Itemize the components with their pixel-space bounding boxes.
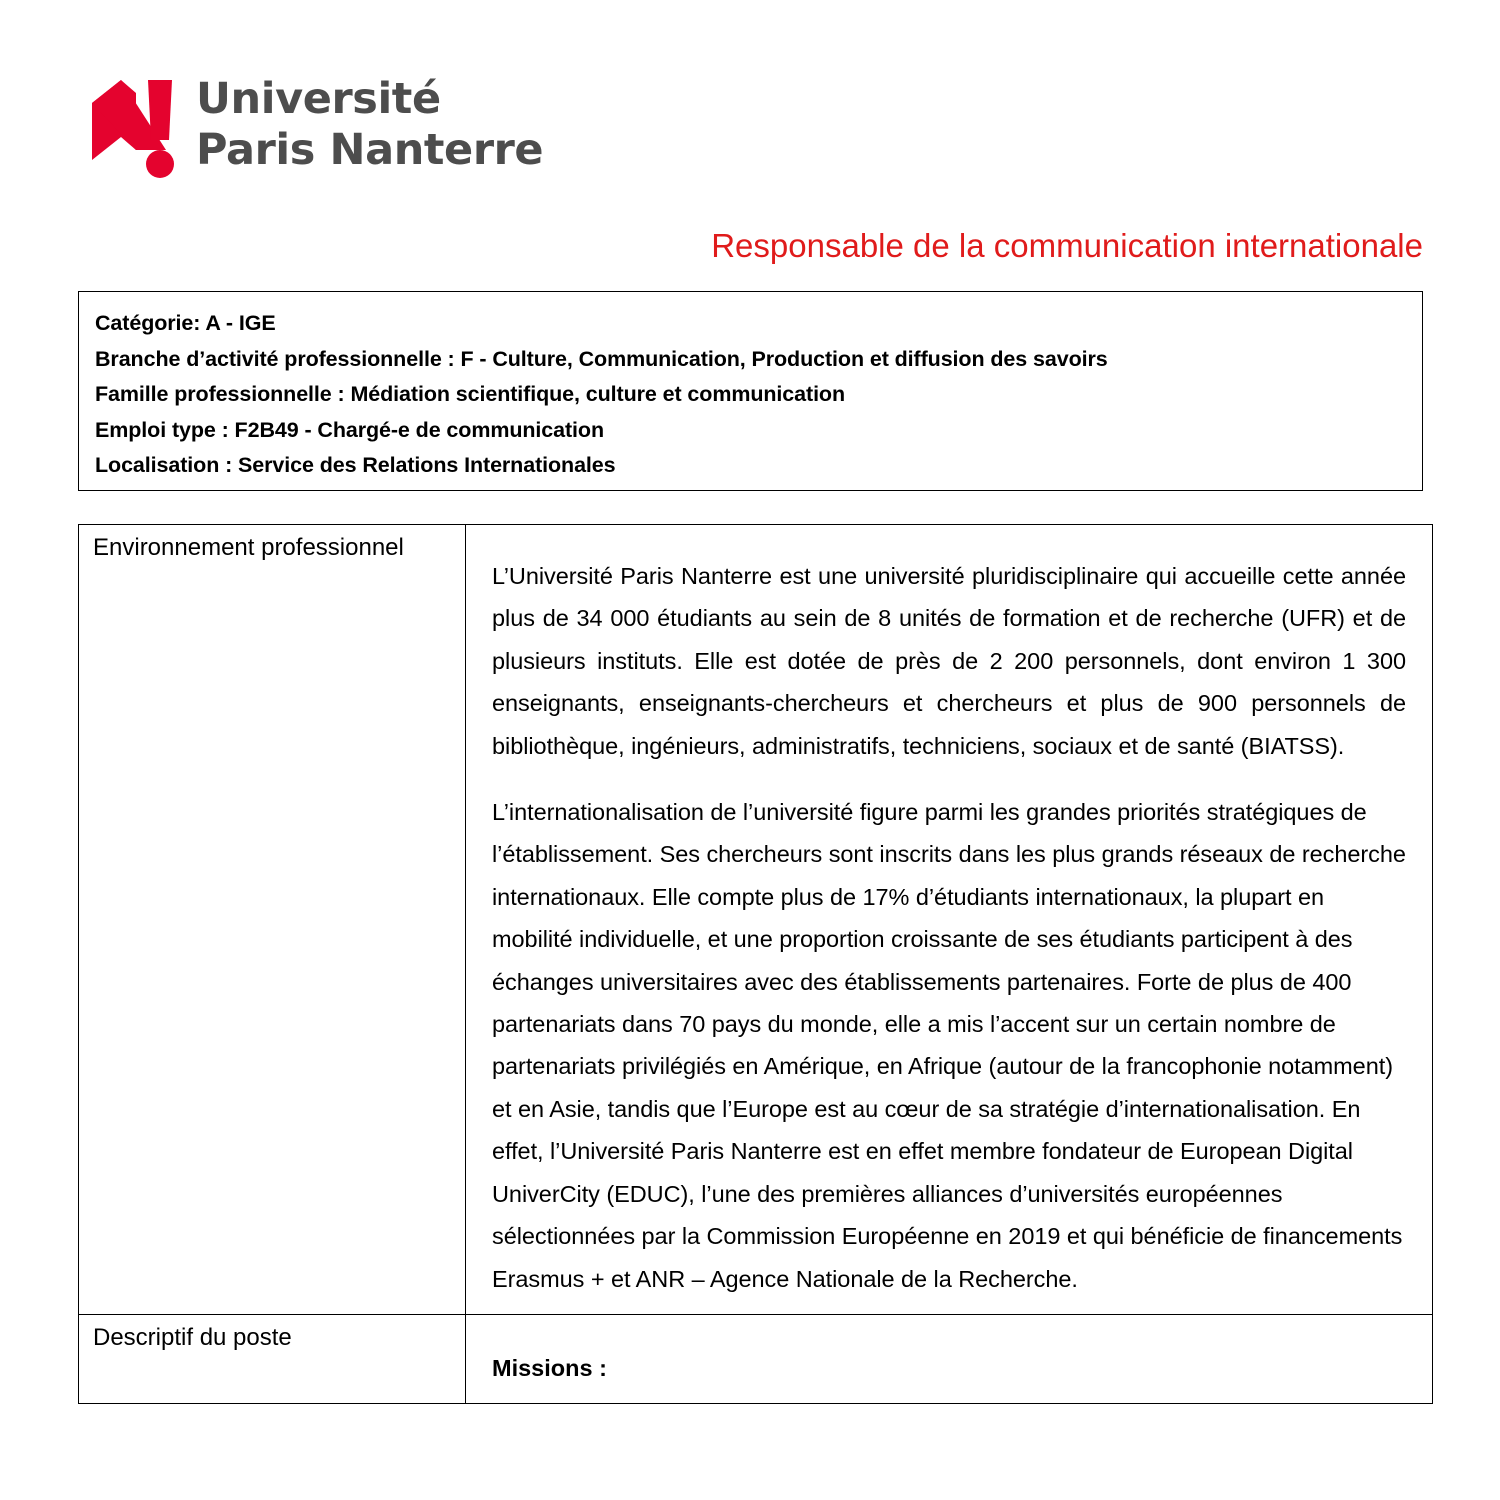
- environnement-paragraph-1: L’Université Paris Nanterre est une université pluridisciplinaire qui accueille cette année plus de 34 000 étudiants au sein de 8 unités de formation et de recherche (UFR) et de plusieurs instituts. Elle est dotée de près de 2 200 personnels, dont environ 1 300 enseignants, enseignants-chercheurs et chercheurs et plus de 900 personnels de bibliothèque, ingénieurs, administratifs, techniciens, sociaux et de santé (BIATSS).: [492, 563, 1406, 759]
- logo-mark-icon: [88, 80, 184, 180]
- row-body-cell-environnement: [466, 525, 1433, 1315]
- job-description-table: [78, 524, 1433, 1404]
- logo-wordmark-line2: Paris Nanterre: [196, 125, 544, 175]
- info-line-emploi-type: Emploi type : F2B49 - Chargé-e de communication: [95, 417, 605, 442]
- missions-heading: Missions :: [492, 1354, 607, 1381]
- logo-wordmark: [196, 74, 543, 176]
- row-label-cell-environnement: [79, 525, 466, 1315]
- info-line-categorie: Catégorie: A - IGE: [95, 311, 276, 335]
- row-label-descriptif: Descriptif du poste: [93, 1323, 292, 1351]
- table-row-descriptif: [79, 1314, 1433, 1403]
- row-label-environnement: Environnement professionnel: [93, 534, 404, 561]
- info-line-famille: Famille professionnelle : Médiation scientifique, culture et communication: [95, 382, 846, 406]
- info-line-branche: Branche d’activité professionnelle : F - Culture, Communication, Production et diffusion des savoirs: [95, 346, 1108, 371]
- logo-wordmark-line1: Université: [196, 74, 441, 124]
- job-title: Responsable de la communication internationale: [711, 227, 1423, 264]
- job-info-box: [78, 291, 1423, 491]
- info-line-localisation: Localisation : Service des Relations Internationales: [95, 453, 616, 477]
- university-logo: [88, 74, 544, 180]
- row-body-cell-descriptif: [466, 1314, 1433, 1403]
- row-label-cell-descriptif: [79, 1314, 466, 1403]
- table-row-environnement: [79, 525, 1433, 1315]
- environnement-paragraph-2: L’internationalisation de l’université figure parmi les grandes priorités stratégiques de l’établissement. Ses chercheurs sont inscrits dans les plus grands réseaux de recherche internationaux. Elle compte plus de 17% d’étudiants internationaux, la plupart en mobilité individuelle, et une proportion croissante de ses étudiants participent à des échanges universitaires avec des établissements partenaires. Forte de plus de 400 partenariats dans 70 pays du monde, elle a mis l’accent sur un certain nombre de partenariats privilégiés en Amérique, en Afrique (autour de la francophonie notamment) et en Asie, tandis que l’Europe est au cœur de sa stratégie d’internationalisation. En effet, l’Université Paris Nanterre est en effet membre fondateur de European Digital UniverCity (EDUC), l’une des premières alliances d’universités européennes sélectionnées par la Commission Européenne en 2019 et qui bénéficie de financements Erasmus + et ANR – Agence Nationale de la Recherche.: [492, 799, 1406, 1292]
